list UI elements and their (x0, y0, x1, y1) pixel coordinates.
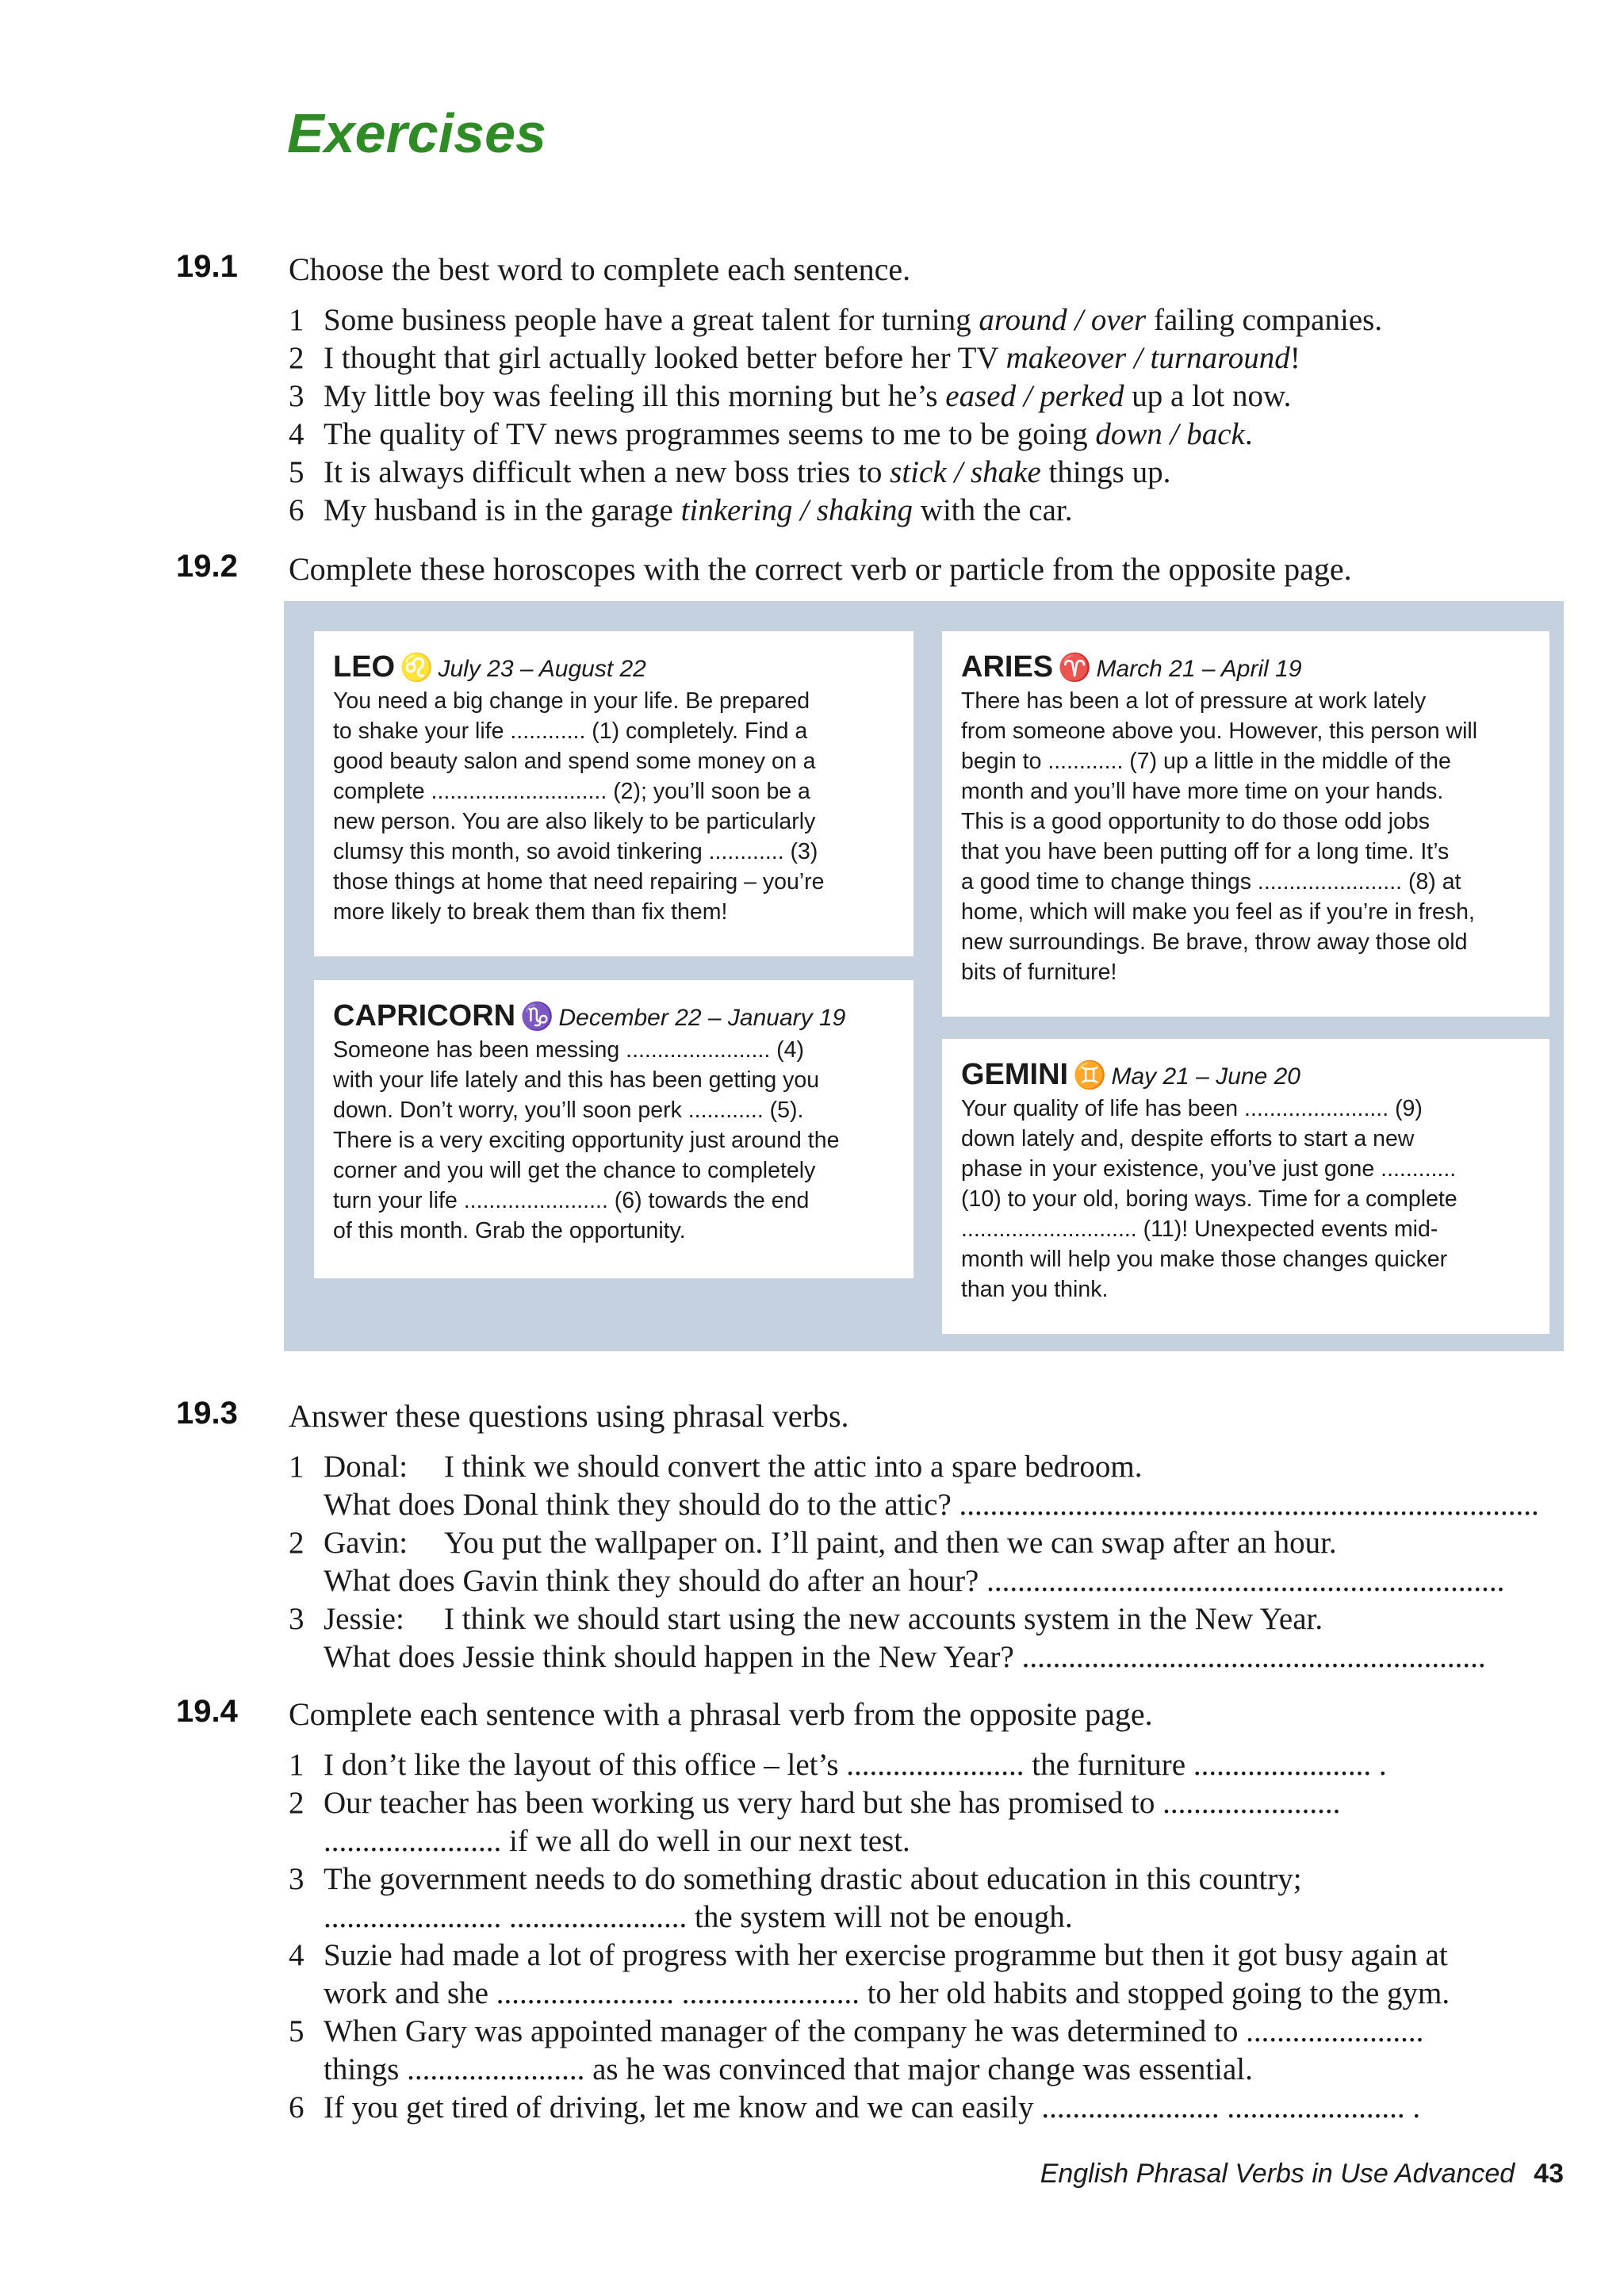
list-item: 2 Gavin: You put the wallpaper on. I’ll paint, and then we can swap after an hour. (289, 1526, 1337, 1560)
list-item: 5 When Gary was appointed manager of the company he was determined to ....................... (289, 2014, 1424, 2048)
exercise-instruction-19-3: Answer these questions using phrasal verbs. (289, 1398, 849, 1434)
horoscope-line: complete ............................ (2); you’ll soon be a (333, 779, 810, 804)
list-item: 1 Some business people have a great talent for turning around / over failing companies. (289, 303, 1383, 337)
exercise-number-19-1: 19.1 (176, 249, 238, 284)
page-title: Exercises (287, 102, 546, 164)
exercise-number-19-2: 19.2 (176, 549, 238, 584)
sign-name: LEO (333, 650, 396, 684)
horoscope-line: down lately and, despite efforts to start a new (961, 1126, 1415, 1151)
horoscope-gemini (942, 1039, 1549, 1334)
exercise-19-3-list (289, 1448, 1539, 1676)
list-item: 3 My little boy was feeling ill this morning but he’s eased / perked up a lot now. (289, 379, 1292, 413)
sign-name: ARIES (961, 650, 1054, 684)
leo-icon: ♌ (400, 653, 434, 683)
horoscope-line: to shake your life ............ (1) completely. Find a (333, 718, 808, 744)
sign-date: May 21 – June 20 (1111, 1063, 1300, 1090)
horoscope-line: new surroundings. Be brave, throw away those old (961, 929, 1468, 955)
list-item: 6 My husband is in the garage tinkering / shaking with the car. (289, 493, 1073, 527)
list-item: 2 Our teacher has been working us very hard but she has promised to ....................... (289, 1786, 1341, 1820)
list-item: 2 I thought that girl actually looked better before her TV makeover / turnaround! (289, 341, 1300, 375)
horoscope-line: down. Don’t worry, you’ll soon perk ............ (5). (333, 1098, 804, 1123)
page-number: 43 (1534, 2159, 1564, 2189)
question-line: What does Jessie think should happen in the New Year? ............................................................ (324, 1640, 1486, 1674)
sign-date: December 22 – January 19 (558, 1005, 846, 1031)
capricorn-icon: ♑ (520, 1002, 554, 1032)
horoscope-line: new person. You are also likely to be particularly (333, 809, 816, 834)
list-item-continuation: work and she ....................... ....................... to her old habits and stopped going to the gym. (324, 1976, 1450, 2010)
list-item: 4 The quality of TV news programmes seems to me to be going down / back. (289, 417, 1253, 451)
list-item-continuation: ....................... if we all do well in our next test. (324, 1824, 910, 1858)
sign-date: March 21 – April 19 (1096, 656, 1302, 682)
horoscope-leo (314, 631, 914, 956)
horoscope-line: turn your life ....................... (6) towards the end (333, 1188, 810, 1213)
horoscope-line: Your quality of life has been ....................... (9) (961, 1096, 1423, 1121)
sign-name: CAPRICORN (333, 999, 516, 1033)
exercise-19-4-list (289, 1746, 1450, 2127)
horoscope-line: You need a big change in your life. Be prepared (333, 688, 810, 714)
horoscope-line: home, which will make you feel as if you’re in fresh, (961, 899, 1475, 925)
horoscope-line: (10) to your old, boring ways. Time for a complete (961, 1186, 1457, 1212)
horoscope-line: There is a very exciting opportunity just around the (333, 1128, 840, 1153)
horoscope-line: with your life lately and this has been getting you (333, 1067, 820, 1093)
exercise-instruction-19-2: Complete these horoscopes with the correct verb or particle from the opposite page. (289, 551, 1352, 587)
horoscope-line: those things at home that need repairing – you’re (333, 869, 825, 895)
exercise-number-19-3: 19.3 (176, 1396, 238, 1431)
gemini-icon: ♊ (1073, 1060, 1107, 1090)
sign-name: GEMINI (961, 1058, 1069, 1091)
horoscope-line: There has been a lot of pressure at work lately (961, 688, 1427, 714)
list-item: 5 It is always difficult when a new boss tries to stick / shake things up. (289, 455, 1171, 489)
horoscope-line: phase in your existence, you’ve just gone ............ (961, 1156, 1457, 1182)
horoscope-line: month and you’ll have more time on your hands. (961, 779, 1444, 804)
horoscope-line: Someone has been messing ....................... (4) (333, 1037, 805, 1063)
horoscope-line: month will help you make those changes quicker (961, 1247, 1448, 1272)
horoscope-line: a good time to change things ....................... (8) at (961, 869, 1461, 895)
horoscope-line: of this month. Grab the opportunity. (333, 1218, 686, 1243)
horoscope-capricorn (314, 980, 914, 1278)
aries-icon: ♈ (1058, 653, 1092, 683)
horoscope-line: more likely to break them than fix them! (333, 899, 728, 925)
horoscope-line: clumsy this month, so avoid tinkering ............ (3) (333, 839, 818, 864)
book-title: English Phrasal Verbs in Use Advanced (1040, 2159, 1515, 2189)
exercise-number-19-4: 19.4 (176, 1694, 238, 1729)
horoscope-aries (942, 631, 1549, 1017)
list-item-continuation: ....................... ....................... the system will not be enough. (324, 1900, 1073, 1934)
horoscope-line: than you think. (961, 1277, 1109, 1302)
list-item: 4 Suzie had made a lot of progress with her exercise programme but then it got busy again at (289, 1938, 1448, 1972)
list-item: 6 If you get tired of driving, let me know and we can easily ....................... ....................... . (289, 2090, 1421, 2124)
horoscope-line: that you have been putting off for a long time. It’s (961, 839, 1450, 864)
exercise-instruction-19-1: Choose the best word to complete each sentence. (289, 251, 911, 287)
horoscope-line: This is a good opportunity to do those odd jobs (961, 809, 1430, 834)
exercise-instruction-19-4: Complete each sentence with a phrasal verb from the opposite page. (289, 1696, 1153, 1732)
question-line: What does Donal think they should do to the attic? ........................................................................... (324, 1488, 1539, 1522)
list-item: 1 I don’t like the layout of this office – let’s ....................... the furniture ....................... . (289, 1748, 1387, 1782)
list-item-continuation: things ....................... as he was convinced that major change was essential. (324, 2052, 1253, 2086)
list-item: 3 The government needs to do something drastic about education in this country; (289, 1862, 1302, 1896)
question-line: What does Gavin think they should do after an hour? ................................................................... (324, 1564, 1505, 1598)
sign-date: July 23 – August 22 (438, 656, 646, 682)
list-item: 3 Jessie: I think we should start using the new accounts system in the New Year. (289, 1602, 1323, 1636)
list-item: 1 Donal: I think we should convert the attic into a spare bedroom. (289, 1450, 1143, 1484)
exercise-19-1-list (289, 301, 1382, 530)
horoscope-line: ............................ (11)! Unexpected events mid- (961, 1216, 1438, 1242)
horoscope-line: begin to ............ (7) up a little in the middle of the (961, 749, 1451, 774)
horoscope-line: good beauty salon and spend some money on a (333, 749, 816, 774)
horoscope-line: from someone above you. However, this person will (961, 718, 1478, 744)
horoscope-line: corner and you will get the chance to completely (333, 1158, 816, 1183)
horoscope-line: bits of furniture! (961, 960, 1117, 985)
page-footer (1040, 2159, 1564, 2190)
